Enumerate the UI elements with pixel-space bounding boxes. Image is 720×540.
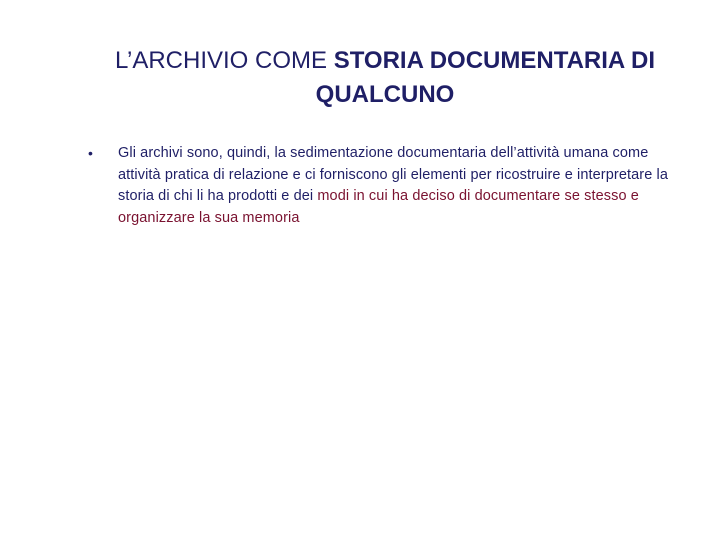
title-bold-part: STORIA DOCUMENTARIA DI QUALCUNO (315, 47, 656, 108)
bullet-list (88, 143, 688, 229)
bullet-highlight-text: modi in cui ha deciso di documentare se stesso e organizzare la sua memoria (118, 188, 639, 226)
bullet-text: Gli archivi sono, quindi, la sedimentazione documentaria dell’attività umana come attività pratica di relazione e ci forniscono gli elementi per ricostruire e interpretare la storia di chi li ha prodotti e dei (118, 145, 668, 204)
bullet-marker-icon: • (88, 145, 94, 161)
title-normal-part: L’ARCHIVIO COME (114, 47, 334, 74)
slide-title (100, 44, 670, 112)
bullet-item (88, 143, 688, 229)
